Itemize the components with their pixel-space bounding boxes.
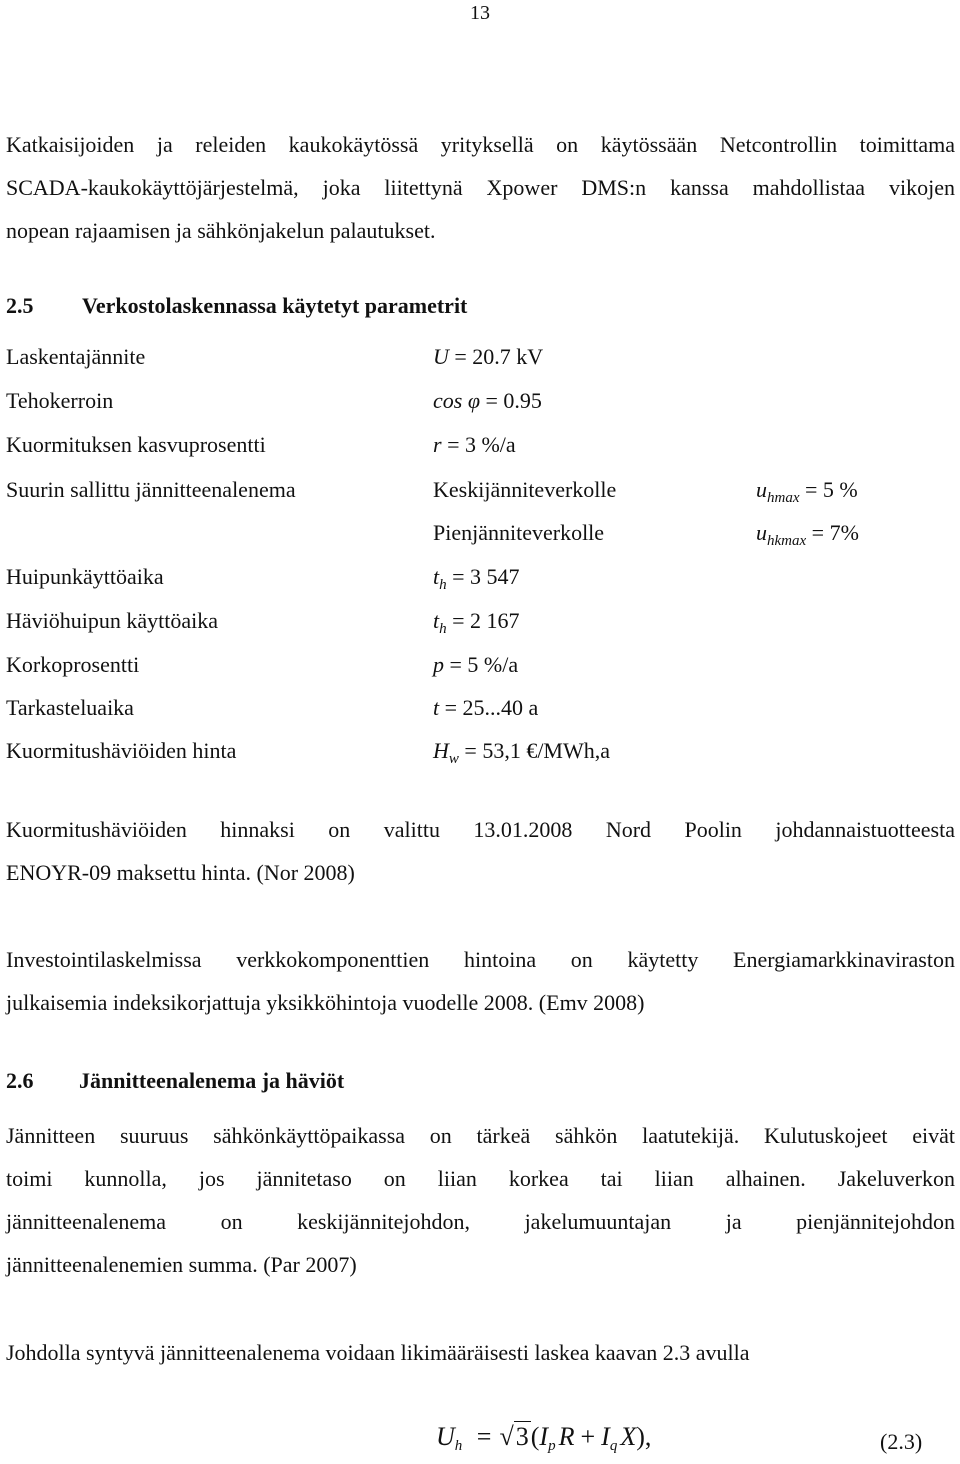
- param-interest-label: Korkoprosentti: [6, 652, 140, 677]
- investment-note-line-2: julkaisemia indeksikorjattuja yksikköhintoja vuodelle 2008. (Emv 2008): [6, 990, 645, 1015]
- param-power-factor-label: Tehokerroin: [6, 388, 114, 413]
- section-2-5-number: 2.5: [6, 293, 34, 318]
- voltage-para-line-3: jännitteenalenema on keskijännitejohdon, jakelumuuntajan ja pienjännitejohdon: [6, 1209, 955, 1234]
- section-2-5-title: Verkostolaskennassa käytetyt parametrit: [82, 293, 468, 318]
- param-review-period-label: Tarkasteluaika: [6, 695, 134, 720]
- param-loss-price-value: $H_w = 53,1$ €/MWh,a: [433, 738, 611, 767]
- param-load-growth-value: r = 3 %/a: [433, 432, 516, 457]
- param-review-period-value: t = 25...40 a: [433, 695, 539, 720]
- param-peak-time-label: Huipunkäyttöaika: [6, 564, 164, 589]
- param-voltage-value: U = 20.7 kV: [433, 344, 544, 369]
- loss-price-note-line-2: ENOYR-09 maksettu hinta. (Nor 2008): [6, 860, 355, 885]
- voltage-para-line-2: toimi kunnolla, jos jännitetaso on liian korkea tai liian alhainen. Jakeluverkon: [6, 1166, 955, 1191]
- param-max-drop-mv-value: $u_{hmax} = 5$ %: [756, 477, 858, 506]
- intro-line-1: Katkaisijoiden ja releiden kaukokäytössä yrityksellä on käytössään Netcontrollin toimittama: [6, 132, 955, 157]
- section-2-6-title: Jännitteenalenema ja häviöt: [79, 1068, 345, 1093]
- intro-line-2: SCADA-kaukokäyttöjärjestelmä, joka liitettynä Xpower DMS:n kanssa mahdollistaa vikojen: [6, 175, 955, 200]
- param-max-drop-lv-value: $u_{hkmax} = 7\%$: [756, 520, 859, 549]
- param-max-drop-label: Suurin sallittu jännitteenalenema: [6, 477, 296, 502]
- page-number: 13: [470, 2, 490, 24]
- voltage-para-line-1: Jännitteen suuruus sähkönkäyttöpaikassa on tärkeä sähkön laatutekijä. Kulutuskojeet eivät: [6, 1123, 955, 1148]
- square-root-icon: √: [499, 1422, 514, 1451]
- formula-number: (2.3): [880, 1429, 923, 1454]
- loss-price-note-line-1: Kuormitushäviöiden hinnaksi on valittu 13.01.2008 Nord Poolin johdannaistuotteesta: [6, 817, 955, 842]
- param-interest-value: p = 5 %/a: [433, 652, 519, 677]
- param-peak-time-value: $t_h = 3$ 547: [433, 564, 520, 593]
- formula-intro: Johdolla syntyvä jännitteenalenema voidaan likimääräisesti laskea kaavan 2.3 avulla: [6, 1340, 750, 1365]
- intro-line-3: nopean rajaamisen ja sähkönjakelun palautukset.: [6, 218, 436, 243]
- param-power-factor-value: cos φ = 0.95: [433, 388, 542, 413]
- formula-2-3: $U_h = √3(I_p$ $R + I_q$ X),: [436, 1422, 652, 1454]
- param-voltage-label: Laskentajännite: [6, 344, 146, 369]
- param-loss-peak-time-label: Häviöhuipun käyttöaika: [6, 608, 219, 633]
- param-load-growth-label: Kuormituksen kasvuprosentti: [6, 432, 266, 457]
- param-max-drop-lv-label: Pienjänniteverkolle: [433, 520, 605, 545]
- param-max-drop-mv-label: Keskijänniteverkolle: [433, 477, 617, 502]
- voltage-para-line-4: jännitteenalenemien summa. (Par 2007): [6, 1252, 357, 1277]
- param-loss-price-label: Kuormitushäviöiden hinta: [6, 738, 237, 763]
- section-2-6-number: 2.6: [6, 1068, 34, 1093]
- param-loss-peak-time-value: $t_h = 2$ 167: [433, 608, 520, 637]
- investment-note-line-1: Investointilaskelmissa verkkokomponenttien hintoina on käytetty Energiamarkkinaviraston: [6, 947, 955, 972]
